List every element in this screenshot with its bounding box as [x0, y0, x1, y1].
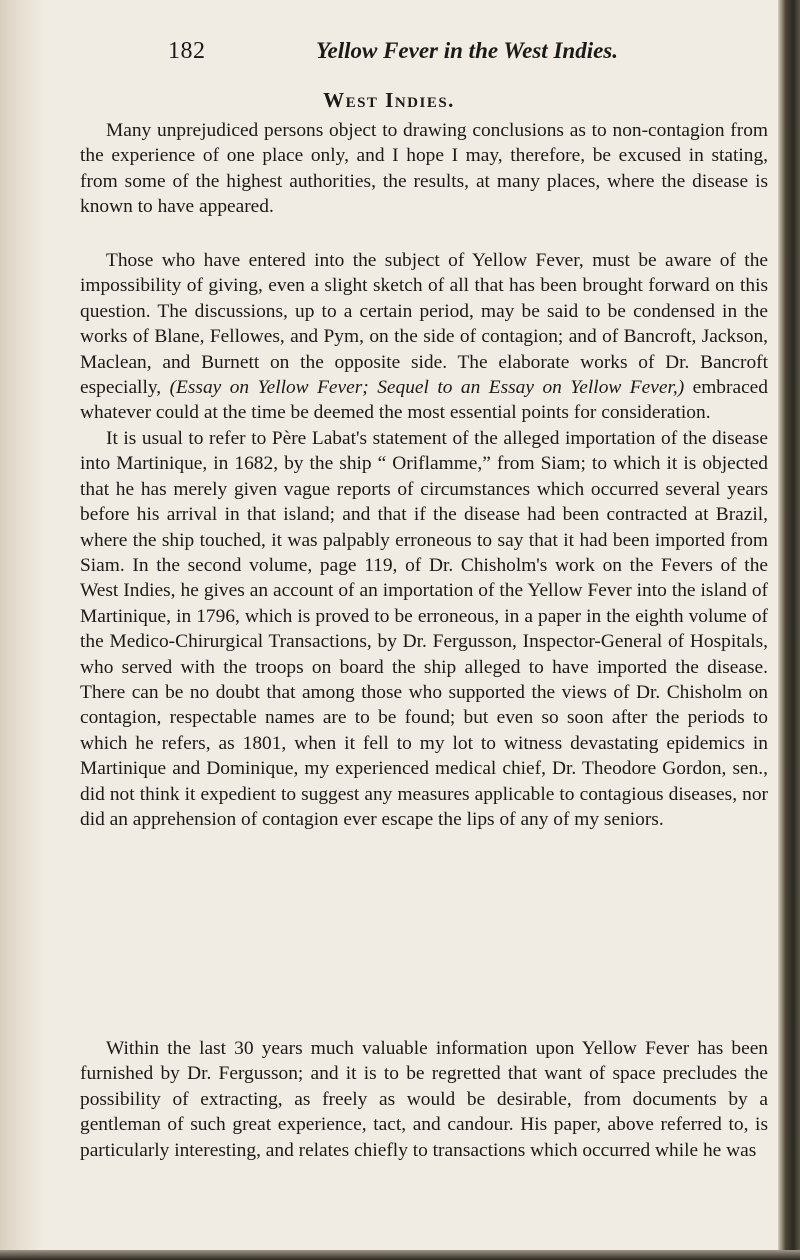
running-header — [168, 38, 768, 78]
paragraph-2-part-b: embraced whatever could at the time be deemed the most essential points for consideration. — [80, 377, 768, 424]
paragraph-2-text — [80, 248, 768, 426]
paragraph-2 — [80, 248, 768, 426]
paragraph-3-text: It is usual to refer to Père Labat's statement of the alleged importation of the disease into Martinique, in 1682, by the ship “ Oriflamme,” from Siam; to which it is objected that he has merely given vague reports of circumstances which occurred several years before his arrival in that island; and that if the disease had been contracted at Brazil, where the ship touched, it was palpably erroneous to say that it had been imported from Siam. In the second volume, page 119, of Dr. Chisholm's work on the Fevers of the West Indies, he gives an account of an importation of the Yellow Fever into the island of Martinique, in 1796, which is proved to be erroneous, in a paper in the eighth volume of the Medico-Chirurgical Transactions, by Dr. Fergusson, Inspector-General of Hospitals, who served with the troops on board the ship alleged to have imported the disease. There can be no doubt that among those who supported the views of Dr. Chisholm on contagion, respectable names are to be found; but even so soon after the periods to which he refers, as 1801, when it fell to my lot to witness devastating epidemics in Martinique and Dominique, my experienced medical chief, Dr. Theodore Gordon, sen., did not think it expedient to suggest any measures applicable to contagious diseases, nor did an apprehension of contagion ever escape the lips of any of my seniors. — [80, 428, 768, 831]
paragraph-1 — [80, 118, 768, 220]
paragraph-4-text: Within the last 30 years much valuable information upon Yellow Fever has been furnished by Dr. Fergusson; and it is to be regretted that want of space precludes the possibility of extracting, as freely as would be desirable, from documents by a gentleman of such great experience, tact, and candour. His paper, above referred to, is particularly interesting, and relates chiefly to transactions which occurred while he was — [80, 1038, 768, 1161]
paragraph-2-part-a: Those who have entered into the subject of Yellow Fever, must be aware of the impossibility of giving, even a slight sketch of all that has been brought forward on this question. The discussions, up to a certain period, may be said to be condensed in the works of Blane, Fellowes, and Pym, on the side of contagion; and of Bancroft, Jackson, Maclean, and Burnett on the opposite side. The elaborate works of Dr. Bancroft especially, — [80, 250, 768, 399]
page-number: 182 — [168, 38, 206, 64]
page-bottom-edge — [0, 1250, 800, 1260]
book-spine-edge — [778, 0, 800, 1260]
page-left-shading — [0, 0, 44, 1260]
paragraph-4 — [80, 1036, 768, 1163]
running-title: Yellow Fever in the West Indies. — [316, 38, 618, 63]
paragraph-2-italic-citation: (Essay on Yellow Fever; Sequel to an Essay on Yellow Fever,) — [169, 377, 685, 399]
section-heading: West Indies. — [323, 88, 455, 112]
paragraph-3 — [80, 426, 768, 833]
paragraph-1-text: Many unprejudiced persons object to drawing conclusions as to non-contagion from the experience of one place only, and I hope I may, therefore, be excused in stating, from some of the highest authorities, the results, at many places, where the disease is known to have appeared. — [80, 120, 768, 218]
